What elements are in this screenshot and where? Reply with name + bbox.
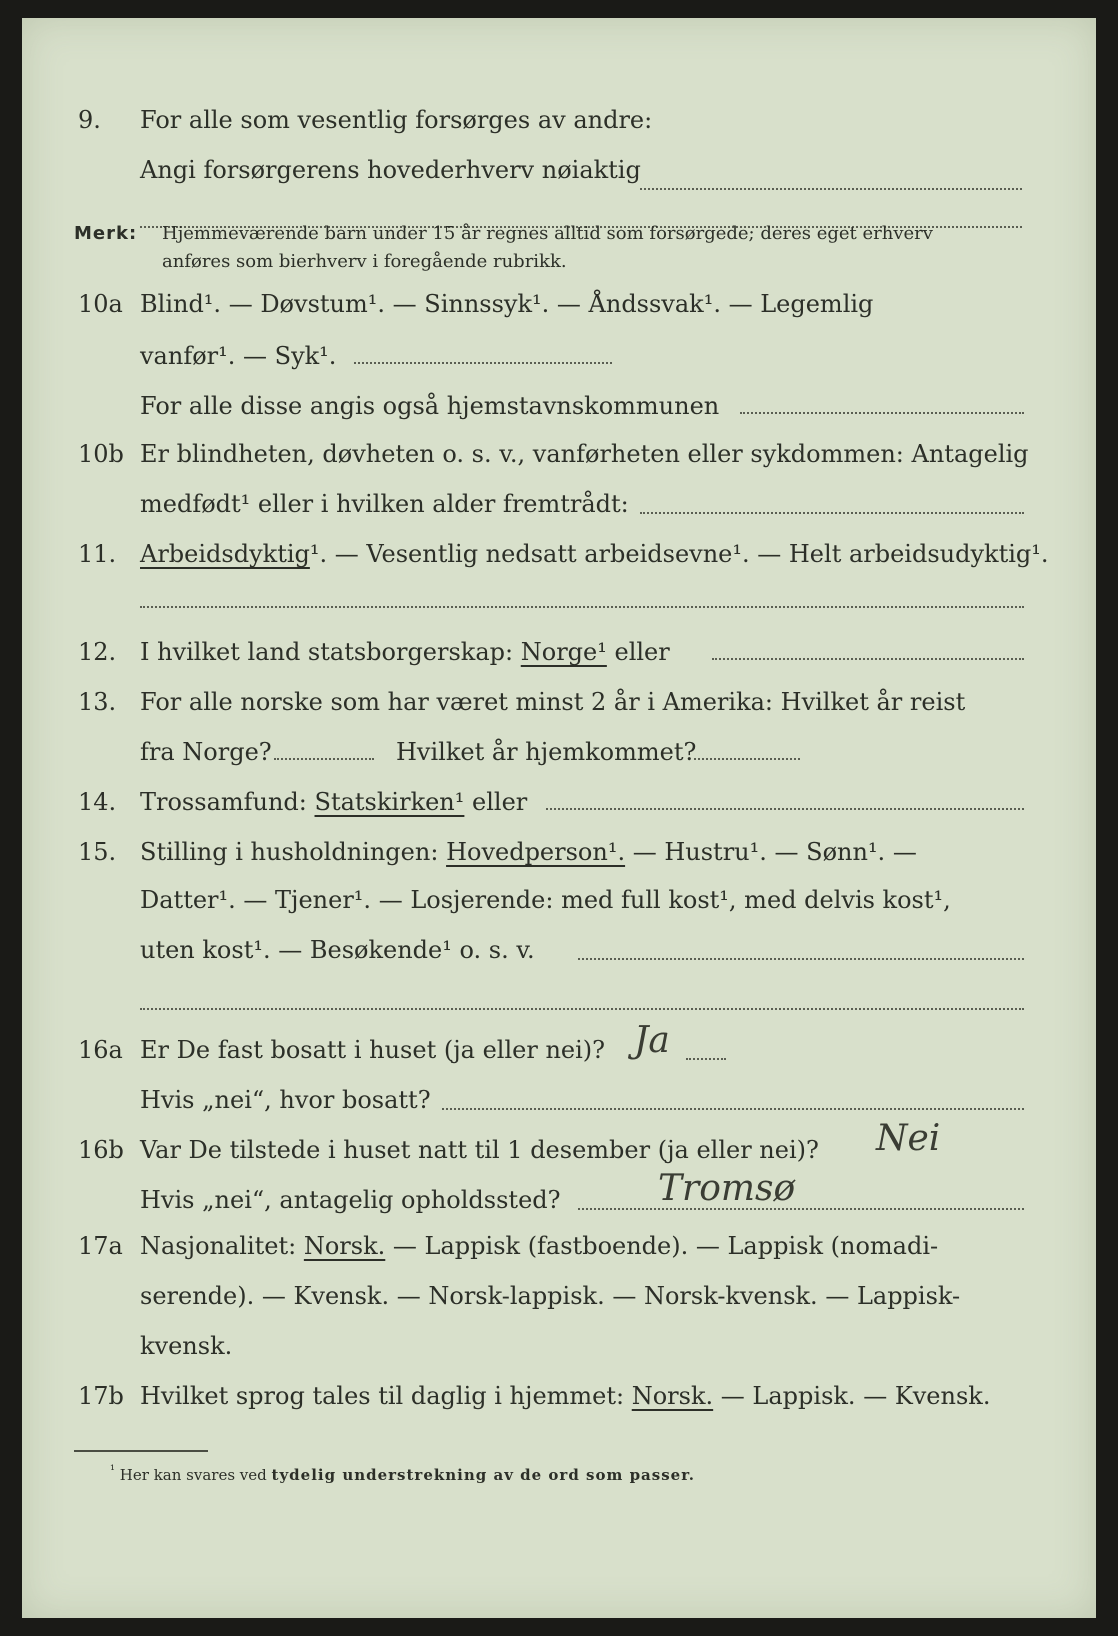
question-number: 15. — [78, 838, 117, 866]
selected-option[interactable]: Hovedperson¹. — [446, 838, 626, 866]
note-text: anføres som bierhverv i foregående rubrikk. — [162, 251, 567, 272]
question-13-line2 — [22, 732, 1096, 772]
question-10b-line1 — [22, 434, 1096, 474]
question-15-line3 — [22, 930, 1096, 970]
question-text: medfødt¹ eller i hvilken alder fremtrådt: — [140, 490, 629, 518]
question-text: Nasjonalitet: — [140, 1232, 297, 1260]
question-number: 17b — [78, 1382, 124, 1410]
answer-line[interactable] — [740, 412, 1024, 414]
question-number: 10b — [78, 440, 124, 468]
question-9-line1 — [22, 100, 1096, 140]
question-text: — Lappisk (fastboende). — Lappisk (nomadi- — [392, 1232, 939, 1260]
question-text: Blind¹. — Døvstum¹. — Sinnssyk¹. — Åndssvak¹. — Legemlig — [140, 290, 874, 318]
question-text: Stilling i husholdningen: — [140, 838, 439, 866]
question-text: Hvilket år hjemkommet? — [396, 738, 697, 766]
question-text: I hvilket land statsborgerskap: — [140, 638, 514, 666]
selected-option[interactable]: Arbeidsdyktig — [140, 540, 310, 568]
question-number: 16b — [78, 1136, 124, 1164]
footnote-bold-text: tydelig understrekning av de ord som passer. — [271, 1466, 695, 1484]
answer-line[interactable] — [354, 362, 612, 364]
note-text: Hjemmeværende barn under 15 år regnes alltid som forsørgede; deres eget erhverv — [162, 223, 933, 244]
question-14 — [22, 782, 1096, 822]
question-text: Er De fast bosatt i huset (ja eller nei)? — [140, 1036, 606, 1064]
question-text: vanfør¹. — Syk¹. — [140, 342, 337, 370]
selected-option[interactable]: Norsk. — [303, 1232, 386, 1260]
answer-line[interactable] — [274, 758, 374, 760]
question-17a-line1 — [22, 1226, 1096, 1266]
question-16a-line2 — [22, 1080, 1096, 1120]
question-text: Hvis „nei“, hvor bosatt? — [140, 1086, 431, 1114]
footnote-mark: ¹ — [110, 1462, 116, 1477]
question-number: 13. — [78, 688, 117, 716]
question-number: 9. — [78, 106, 101, 134]
selected-option[interactable]: Norsk. — [631, 1382, 714, 1410]
question-text: Hvilket sprog tales til daglig i hjemmet: — [140, 1382, 625, 1410]
footnote — [110, 1462, 695, 1484]
handwritten-answer[interactable]: Ja — [634, 1020, 670, 1061]
question-number: 17a — [78, 1232, 123, 1260]
selected-option[interactable]: Statskirken¹ — [314, 788, 465, 816]
question-number: 10a — [78, 290, 123, 318]
answer-line[interactable] — [712, 658, 1024, 660]
question-16b-line2 — [22, 1180, 1096, 1220]
answer-line[interactable] — [578, 958, 1024, 960]
answer-line[interactable] — [442, 1108, 1024, 1110]
question-text: serende). — Kvensk. — Norsk-lappisk. — Norsk-kvensk. — Lappisk- — [140, 1282, 961, 1310]
question-11 — [22, 534, 1096, 574]
answer-line[interactable] — [546, 808, 1024, 810]
question-text: kvensk. — [140, 1332, 233, 1360]
handwritten-answer[interactable]: Nei — [876, 1118, 941, 1159]
census-form-page — [22, 18, 1096, 1618]
selected-option[interactable]: Norge¹ — [520, 638, 607, 666]
answer-line[interactable] — [140, 1008, 1024, 1010]
question-16a-line1 — [22, 1030, 1096, 1070]
question-text: Var De tilstede i huset natt til 1 desember (ja eller nei)? — [140, 1136, 819, 1164]
question-text: — Hustru¹. — Sønn¹. — — [632, 838, 917, 866]
answer-line[interactable] — [686, 1058, 726, 1060]
question-text: eller — [472, 788, 528, 816]
question-text: eller — [614, 638, 670, 666]
question-text: For alle disse angis også hjemstavnskommunen — [140, 392, 720, 420]
question-text: Er blindheten, døvheten o. s. v., vanførheten eller sykdommen: Antagelig — [140, 440, 1029, 468]
question-text: Datter¹. — Tjener¹. — Losjerende: med full kost¹, med delvis kost¹, — [140, 886, 951, 914]
answer-line[interactable] — [578, 1208, 1024, 1210]
question-number: 16a — [78, 1036, 123, 1064]
note-label: Merk: — [74, 223, 138, 244]
question-text: Trossamfund: — [140, 788, 307, 816]
question-number: 14. — [78, 788, 117, 816]
footnote-rule — [74, 1450, 208, 1452]
question-17b — [22, 1376, 1096, 1416]
question-9-line2 — [22, 150, 1096, 190]
answer-line[interactable] — [640, 512, 1024, 514]
question-text: Angi forsørgerens hovederhverv nøiaktig — [140, 156, 641, 184]
question-17a-line3 — [22, 1326, 1096, 1366]
question-text: fra Norge? — [140, 738, 272, 766]
question-17a-line2 — [22, 1276, 1096, 1316]
question-15-line1 — [22, 832, 1096, 872]
question-text: Hvis „nei“, antagelig opholdssted? — [140, 1186, 561, 1214]
question-10b-line2 — [22, 484, 1096, 524]
question-text: ¹. — Vesentlig nedsatt arbeidsevne¹. — Helt arbeidsudyktig¹. — [309, 540, 1049, 568]
question-15-line2 — [22, 880, 1096, 920]
answer-line[interactable] — [640, 188, 1022, 190]
question-13-line1 — [22, 682, 1096, 722]
question-text: For alle norske som har været minst 2 år i Amerika: Hvilket år reist — [140, 688, 966, 716]
question-text: — Lappisk. — Kvensk. — [720, 1382, 991, 1410]
question-10a-line3 — [22, 386, 1096, 426]
question-number: 12. — [78, 638, 117, 666]
footnote-text: Her kan svares ved — [119, 1466, 267, 1484]
question-text: uten kost¹. — Besøkende¹ o. s. v. — [140, 936, 535, 964]
question-10a-line2 — [22, 336, 1096, 376]
question-10a-line1 — [22, 284, 1096, 324]
question-text: For alle som vesentlig forsørges av andre: — [140, 106, 653, 134]
question-number: 11. — [78, 540, 117, 568]
question-12 — [22, 632, 1096, 672]
answer-line[interactable] — [694, 758, 800, 760]
answer-line[interactable] — [140, 606, 1024, 608]
handwritten-answer[interactable]: Tromsø — [658, 1168, 796, 1209]
